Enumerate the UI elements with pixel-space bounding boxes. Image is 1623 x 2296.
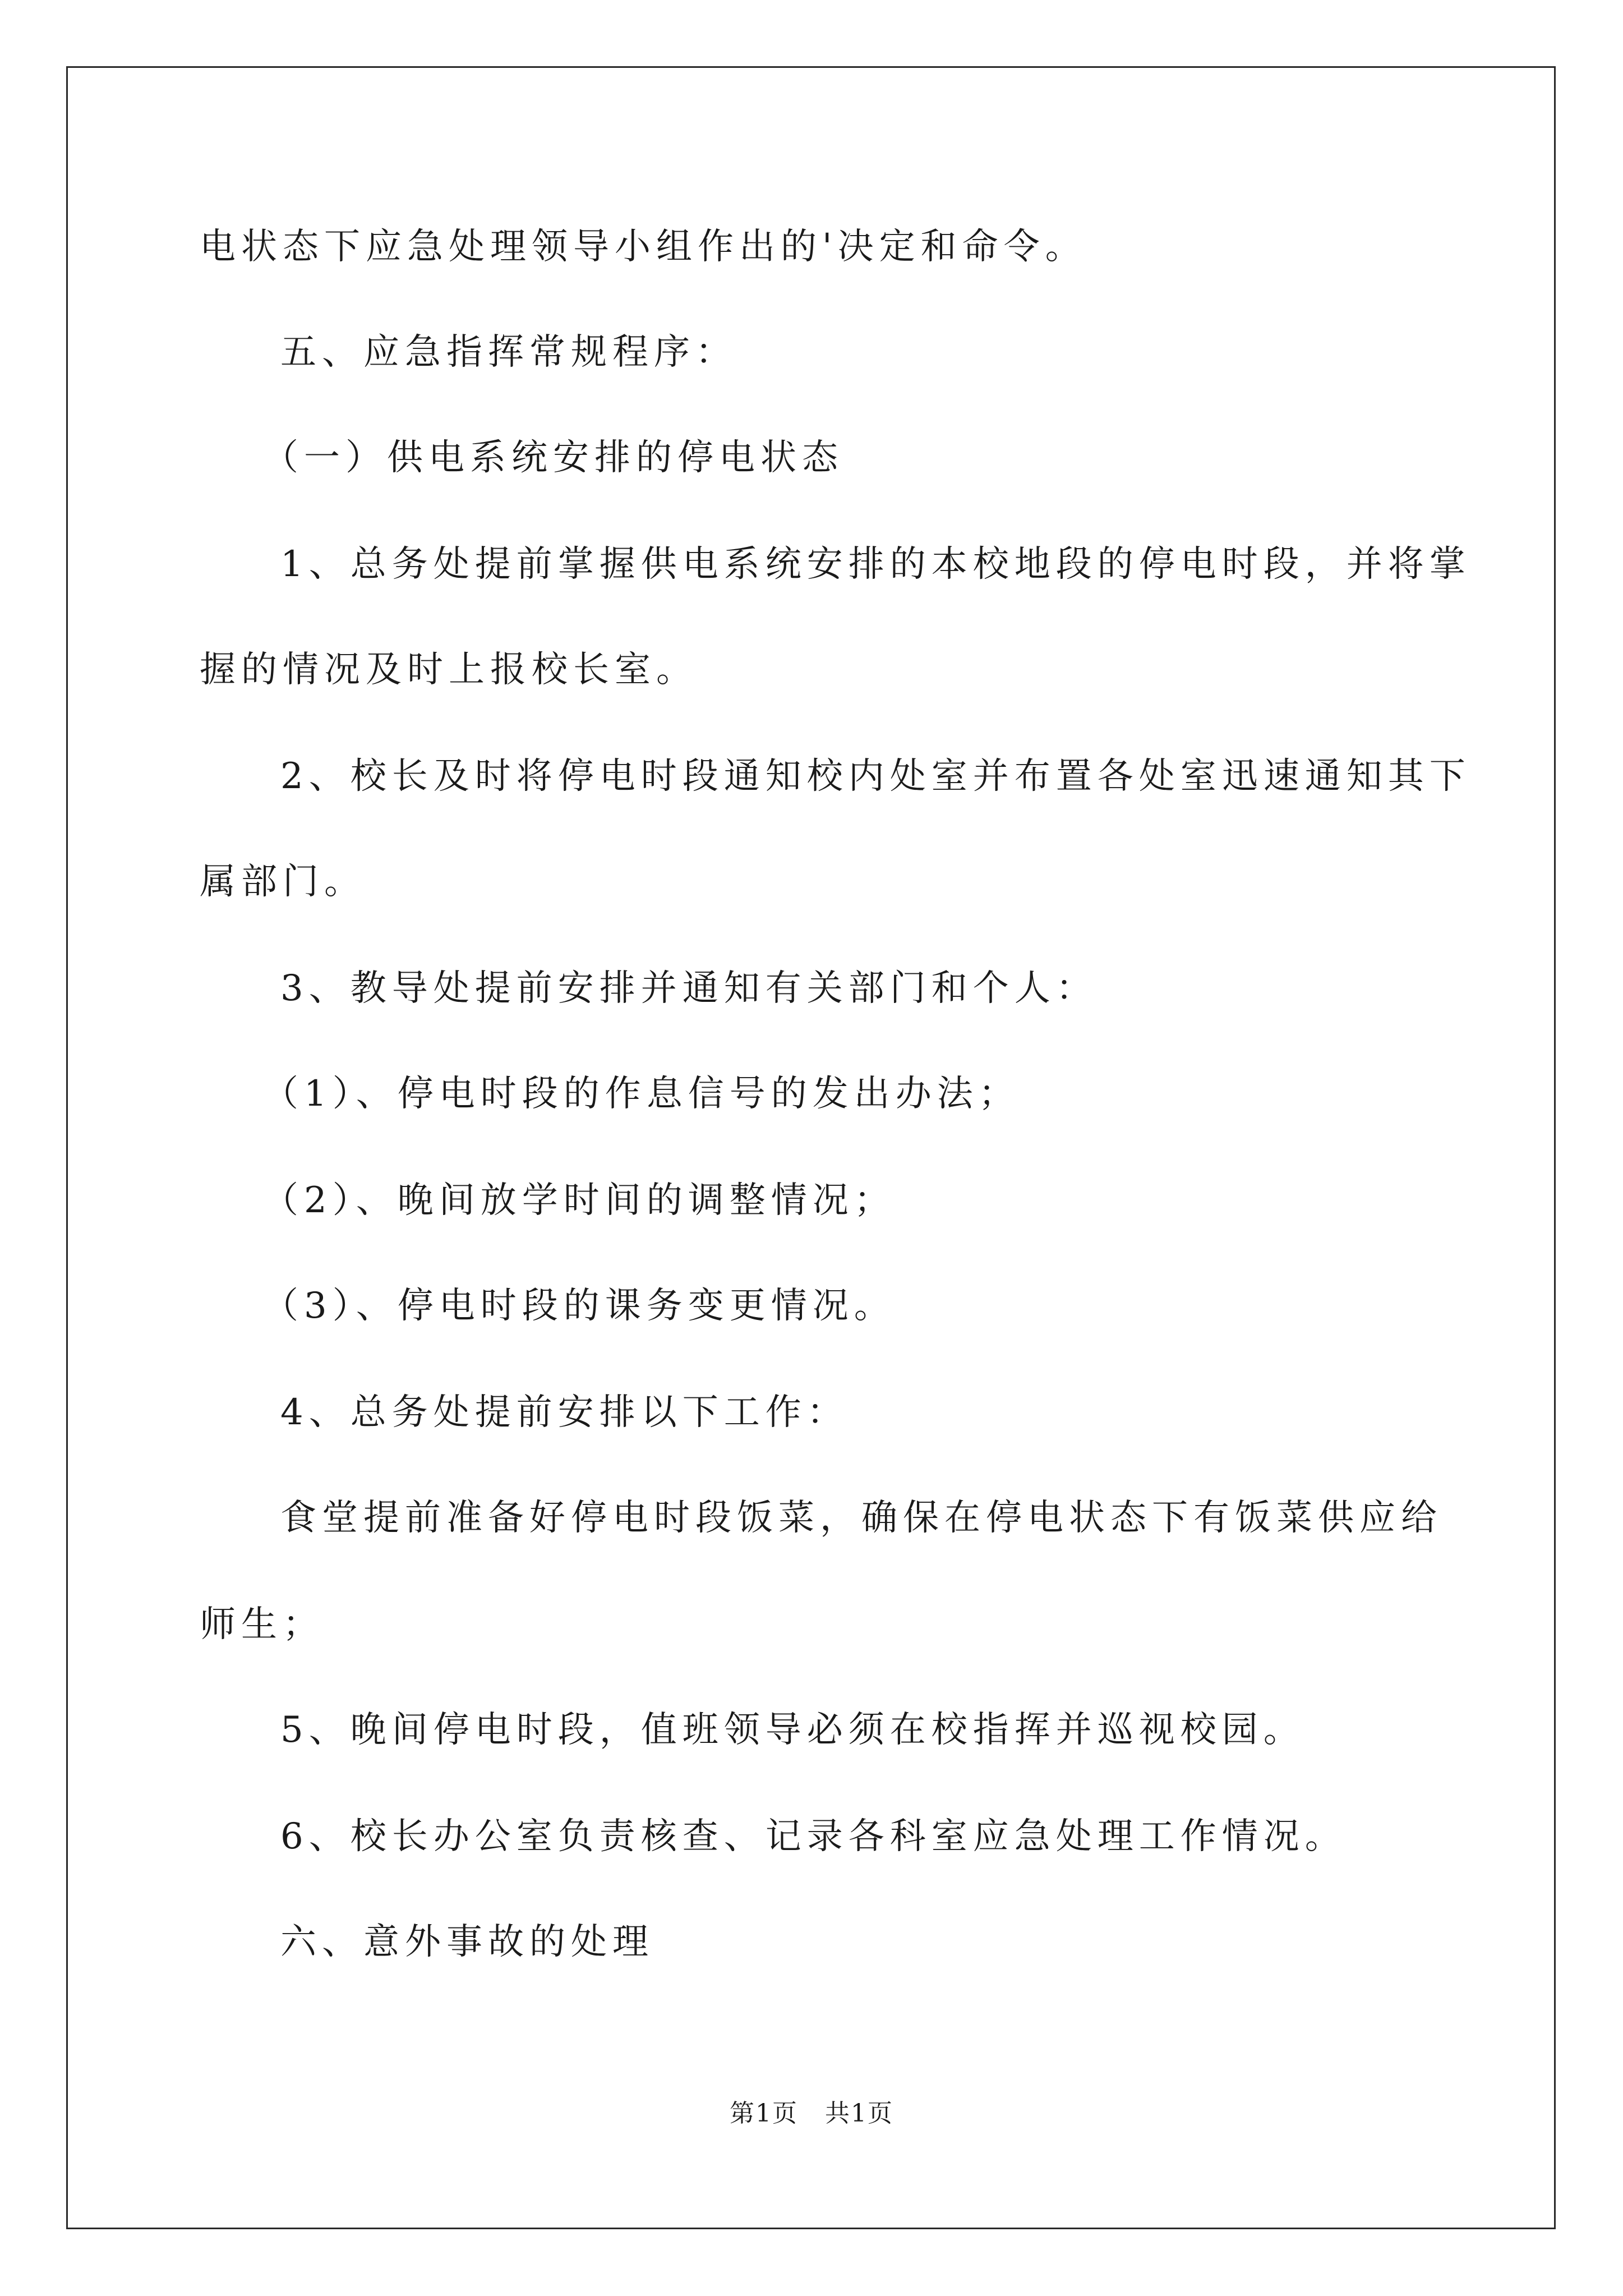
paragraph-line: 握的情况及时上报校长室。: [200, 649, 698, 691]
list-item: （2）、晚间放学时间的调整情况；: [262, 1180, 896, 1221]
paragraph-line: 3、教导处提前安排并通知有关部门和个人：: [280, 968, 1098, 1009]
paragraph-line: 师生；: [200, 1604, 324, 1645]
paragraph-line: 属部门。: [200, 861, 366, 903]
subsection-heading: （一）供电系统安排的停电状态: [262, 437, 843, 478]
paragraph-line: 5、晚间停电时段，值班领导必须在校指挥并巡视校园。: [280, 1709, 1305, 1751]
paragraph-line: 1、总务处提前掌握供电系统安排的本校地段的停电时段，并将掌: [280, 544, 1471, 585]
section-heading: 五、应急指挥常规程序：: [280, 332, 737, 373]
paragraph-line: 2、校长及时将停电时段通知校内处室并布置各处室迅速通知其下: [280, 756, 1471, 797]
list-item: （3）、停电时段的课务变更情况。: [262, 1285, 896, 1327]
paragraph-line: 4、总务处提前安排以下工作：: [280, 1392, 849, 1433]
section-heading: 六、意外事故的处理: [280, 1921, 654, 1963]
list-item: （1）、停电时段的作息信号的发出办法；: [262, 1073, 1020, 1115]
page-border: [66, 66, 1556, 2229]
paragraph-line: 食堂提前准备好停电时段饭菜，确保在停电状态下有饭菜供应给: [280, 1497, 1442, 1539]
paragraph-line: 电状态下应急处理领导小组作出的'决定和命令。: [200, 226, 1087, 268]
paragraph-line: 6、校长办公室负责核查、记录各科室应急处理工作情况。: [280, 1816, 1347, 1857]
page-footer: 第1页 共1页: [730, 2099, 893, 2128]
